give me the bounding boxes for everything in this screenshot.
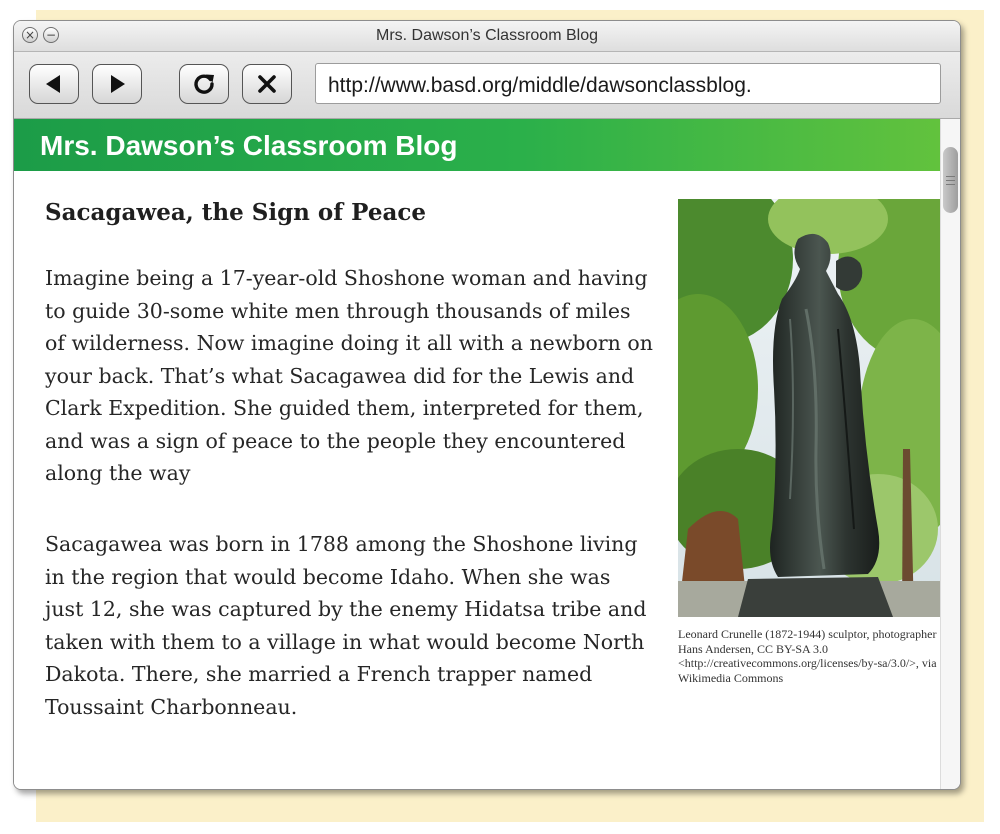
title-bar [14,21,960,52]
blog-title: Mrs. Dawson’s Classroom Blog [40,130,458,161]
thumb-grip-line [946,184,955,185]
blog-header [14,119,940,171]
post-paragraph-2: Sacagawea was born in 1788 among the Shoshone living in the region that would become Idaho. When she was just 12, she was captured by the enemy Hidatsa tribe and taken with them to a village in what would become North Dakota. There, she married a French trapper named Toussaint Charbonneau. [45,532,647,719]
photo-caption: Leonard Crunelle (1872-1944) sculptor, photographer Hans Andersen, CC BY-SA 3.0 <http://creativecommons.org/licenses/by-sa/3.0/>, via Wikimedia Commons [678,627,937,685]
back-button[interactable] [29,64,79,104]
reload-button[interactable] [179,64,229,104]
scrollbar-thumb[interactable] [943,147,958,213]
thumb-grip-line [946,176,955,177]
browser-window [13,20,961,790]
thumb-grip-line [946,180,955,181]
browser-toolbar [14,52,960,119]
page-content [14,119,940,789]
address-bar[interactable] [315,63,941,104]
back-arrow-icon [43,73,65,95]
window-title: Mrs. Dawson’s Classroom Blog [376,27,598,44]
forward-button[interactable] [92,64,142,104]
stop-button[interactable] [242,64,292,104]
minimize-window-icon[interactable]: − [43,27,59,43]
forward-arrow-icon [106,73,128,95]
sacagawea-statue-photo [678,199,940,617]
post-title: Sacagawea, the Sign of Peace [45,199,426,226]
stop-x-icon [256,73,278,95]
reload-icon [191,71,217,97]
close-window-icon[interactable]: × [22,27,38,43]
address-bar-url: http://www.basd.org/middle/dawsonclassblog. [328,74,752,97]
post-paragraph-1: Imagine being a 17-year-old Shoshone woman and having to guide 30-some white men through thousands of miles of wilderness. Now imagine doing it all with a newborn on your back. That’s what Sacagawea did for the Lewis and Clark Expedition. She guided them, interpreted for them, and was a sign of peace to the people they encountered along the way [45,266,653,485]
vertical-scrollbar[interactable] [940,119,960,789]
